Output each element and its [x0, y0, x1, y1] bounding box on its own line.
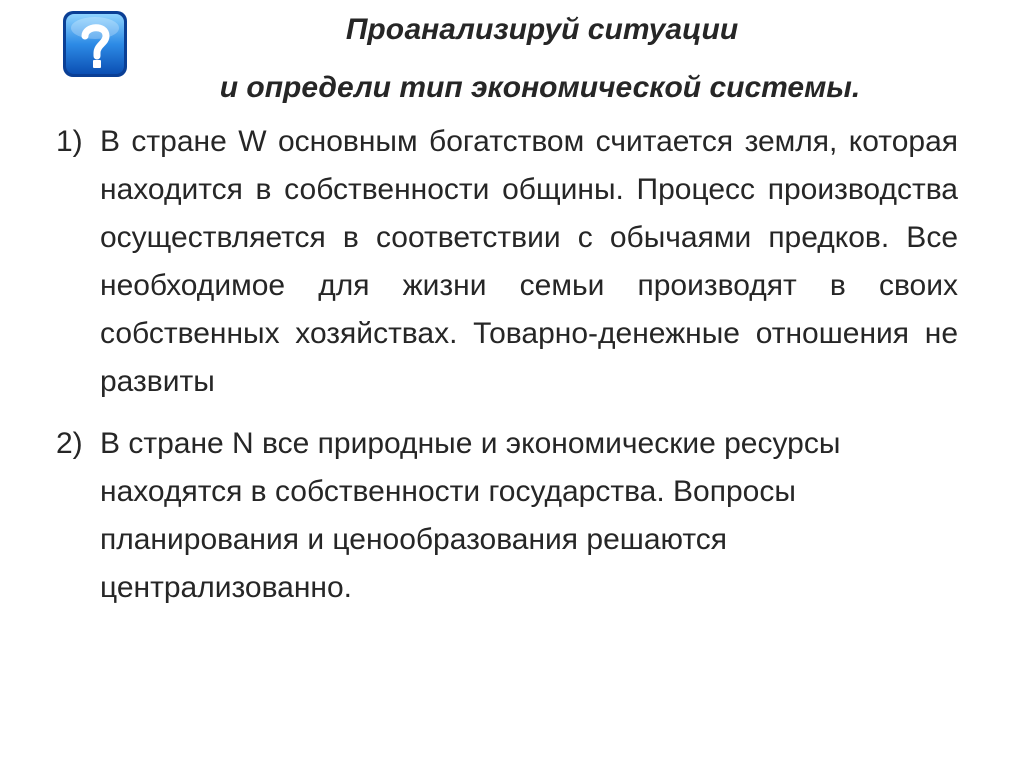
item-text: В стране W основным богатством считается земля, которая находится в собственности общины. Процесс производства осуществляется в соответствии с обычаями предков. Все необходимое для жизни семьи производят в своих собственных хозяйствах. Товарно-денежные отношения не развиты	[100, 125, 958, 398]
item-text: В стране N все природные и экономические ресурсы находятся в собственности государства. Вопросы планирования и ценообразования решаются централизованно.	[100, 427, 841, 604]
item-number: 1)	[56, 125, 83, 158]
slide-title-line-1: Проанализируй ситуации	[345, 13, 739, 46]
situation-item-2	[56, 420, 958, 612]
slide-title-line-2: и определи тип экономической системы.	[219, 71, 861, 104]
item-number: 2)	[56, 427, 83, 460]
situation-item-1	[56, 118, 958, 406]
situation-list	[56, 118, 958, 612]
